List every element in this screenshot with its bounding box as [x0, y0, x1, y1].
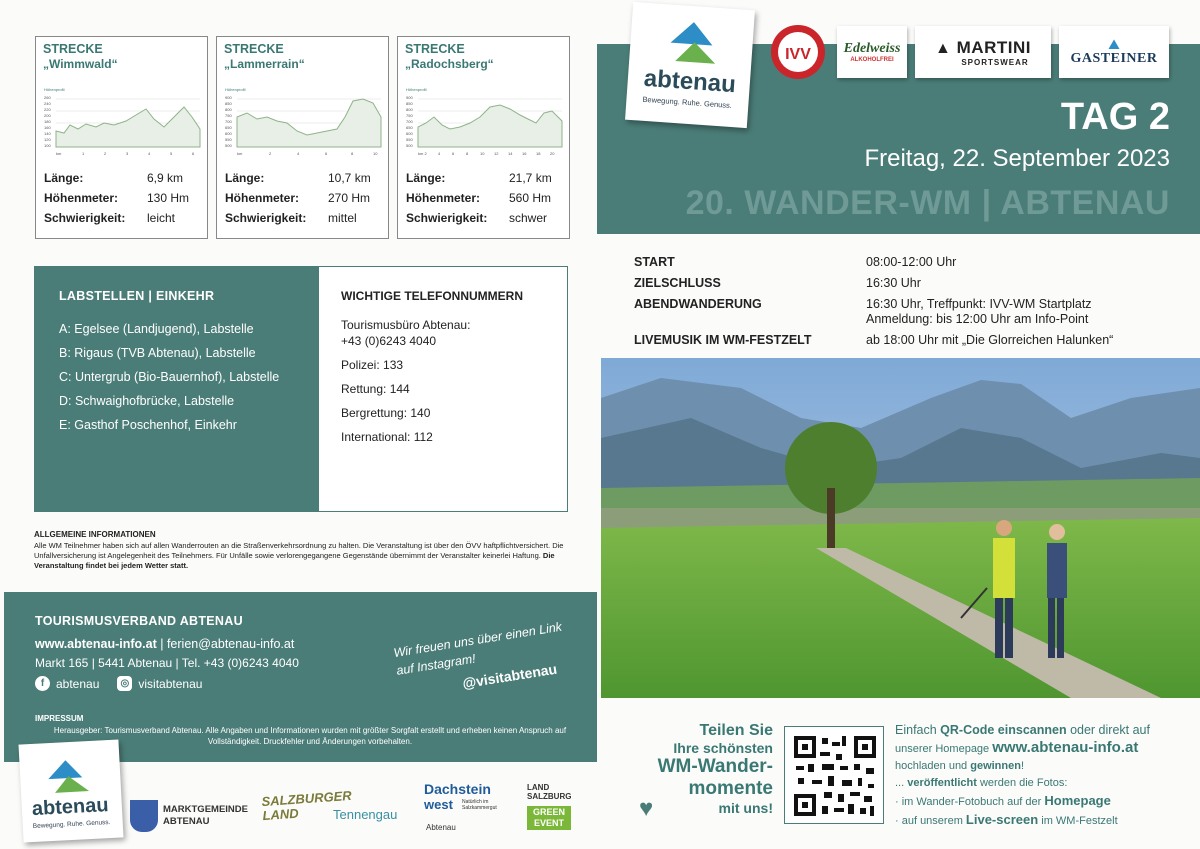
text-part: ! [1020, 760, 1025, 772]
gasteiner-mountain-icon: ⛰ [1108, 36, 1120, 52]
x-tick: 6 [192, 151, 195, 156]
stat-value: leicht [147, 211, 176, 225]
phone-item: Tourismusbüro Abtenau: [341, 318, 471, 332]
stat-key: Schwierigkeit: [44, 211, 126, 225]
x-tick: 18 [536, 151, 541, 156]
y-tick: 120 [44, 137, 51, 142]
schedule-key: START [634, 255, 675, 269]
x-tick: km [237, 151, 243, 156]
dachstein-logo: Dachstein [424, 781, 491, 797]
stat-value: 270 Hm [328, 191, 371, 205]
left-panel [0, 0, 597, 849]
stat-key: Länge: [225, 171, 265, 185]
text-part: im WM-Festzelt [1038, 815, 1118, 827]
dachstein-west: west [424, 797, 453, 812]
impressum-title: IMPRESSUM [35, 714, 84, 723]
x-tick: 16 [522, 151, 527, 156]
x-tick: 8 [466, 151, 469, 156]
route-header: STRECKE [43, 42, 103, 56]
share-line: Teilen Sie [699, 722, 773, 739]
gasteiner-logo [1059, 26, 1169, 78]
y-tick: 240 [44, 101, 51, 106]
stat-value: schwer [509, 211, 548, 225]
phones-panel [341, 267, 569, 453]
route-card-wimmwald [35, 36, 208, 239]
email-link[interactable]: | ferien@abtenau-info.at [156, 637, 295, 651]
y-tick: 900 [406, 95, 413, 100]
landscape-image [601, 358, 1200, 698]
route-name: „Lammerrain“ [224, 57, 305, 71]
stat-key: Höhenmeter: [225, 191, 300, 205]
x-tick: 14 [508, 151, 513, 156]
event-title: 20. WANDER-WM | ABTENAU [685, 184, 1170, 222]
x-tick: 12 [494, 151, 499, 156]
route-card-radochsberg [397, 36, 570, 239]
y-tick: 700 [406, 119, 413, 124]
right-panel [597, 0, 1200, 849]
share-text-line [895, 792, 1195, 811]
text-part: hochladen und [895, 760, 971, 772]
labstellen-title: LABSTELLEN | EINKEHR [59, 289, 215, 303]
list-item: A: Egelsee (Landjugend), Labstelle [59, 322, 254, 336]
general-info-bold: Die Veranstaltung findet bei jedem Wetter statt. [34, 551, 555, 570]
x-tick: 1 [82, 151, 85, 156]
text-part-bold: gewinnen [970, 760, 1021, 772]
y-tick: 800 [225, 107, 232, 112]
route-stats [225, 168, 371, 228]
y-tick: 180 [44, 119, 51, 124]
text-part: · auf unserem [895, 815, 966, 827]
share-line: WM-Wander- [657, 756, 773, 777]
y-tick: 260 [44, 95, 51, 100]
ivv-text: IVV [785, 46, 811, 63]
homepage-link[interactable]: www.abtenau-info.at [992, 739, 1139, 756]
route-name: „Wimmwald“ [43, 57, 118, 71]
list-item: C: Untergrub (Bio-Bauernhof), Labstelle [59, 370, 280, 384]
mountain-logo-icon [45, 757, 91, 795]
x-tick: km 2 [418, 151, 427, 156]
text-part: unserer Homepage [895, 743, 993, 755]
general-info [34, 530, 564, 571]
y-tick: 600 [225, 131, 232, 136]
y-tick: 140 [44, 131, 51, 136]
general-info-text: Alle WM Teilnehmer haben sich auf allen Wanderrouten an die Straßenverkehrsordnung zu halten. Die Veranstaltung ist über den ÖVV haftpflichtversichert. Die Unfallversicherung ist Angelegenheit des Teilnehmers. Für Unfälle sowie verlorengegangene Gegenstände übernimmt der Veranstalter keinerlei Haftung. [34, 541, 564, 560]
y-ticks [225, 95, 232, 148]
stat-value: 10,7 km [328, 171, 371, 185]
y-tick: 550 [225, 137, 232, 142]
x-tick: 4 [148, 151, 151, 156]
stat-key: Länge: [44, 171, 84, 185]
schedule-key: ABENDWANDERUNG [634, 297, 762, 311]
y-tick: 650 [225, 125, 232, 130]
stat-key: Schwierigkeit: [406, 211, 488, 225]
text-part-bold: veröffentlicht [907, 777, 977, 789]
martini-mountain-icon: ▲ [935, 39, 952, 57]
route-card-lammerrain [216, 36, 389, 239]
share-text-line [895, 775, 1195, 792]
green-event-logo: GREEN EVENT [527, 806, 571, 830]
profile-label: Höhenprofil [406, 87, 427, 92]
stat-value: 21,7 km [509, 171, 552, 185]
stat-value: 6,9 km [147, 171, 184, 185]
share-text-line [895, 758, 1195, 775]
event-date: Freitag, 22. September 2023 [864, 145, 1170, 172]
elevation-profile [223, 87, 383, 159]
instagram-callout: @visitabtenau [461, 660, 559, 692]
tourism-address: Markt 165 | 5441 Abtenau | Tel. +43 (0)6243 4040 [35, 656, 299, 670]
social-links [35, 676, 202, 691]
x-tick: 10 [373, 151, 378, 156]
y-tick: 500 [225, 143, 232, 148]
abtenau-logo [19, 739, 124, 842]
phone-item: Rettung: 144 [341, 382, 410, 396]
text-part-bold: Live-screen [965, 812, 1039, 827]
share-text-line [895, 811, 1195, 830]
share-text-line [895, 722, 1195, 739]
schedule-value: 16:30 Uhr, Treffpunkt: IVV-WM Startplatz [866, 297, 1092, 311]
stat-value: 560 Hm [509, 191, 552, 205]
instagram-handle[interactable]: visitabtenau [138, 676, 203, 691]
y-tick: 850 [225, 101, 232, 106]
logo-word: abtenau [643, 64, 737, 99]
share-line: Ihre schönsten [673, 740, 773, 756]
salzburger-land-logo: SALZBURGER LAND [261, 787, 353, 824]
list-item: E: Gasthof Poschenhof, Einkehr [59, 418, 237, 432]
phones-title: WICHTIGE TELEFONNUMMERN [341, 289, 523, 303]
profile-label: Höhenprofil [225, 87, 246, 92]
phone-item: Polizei: 133 [341, 358, 404, 372]
schedule-value: 08:00-12:00 Uhr [866, 255, 957, 269]
elevation-profile [404, 87, 564, 159]
text-part: · im Wander-Fotobuch auf der [895, 796, 1045, 808]
logo-word: abtenau [31, 794, 110, 821]
y-tick: 750 [225, 113, 232, 118]
logo-tagline: Bewegung. Ruhe. Genuss. [32, 818, 111, 831]
y-tick: 650 [406, 125, 413, 130]
tourism-title: TOURISMUSVERBAND ABTENAU [35, 614, 243, 628]
route-name: „Radochsberg“ [405, 57, 494, 71]
x-tick: 2 [104, 151, 107, 156]
stat-key: Höhenmeter: [406, 191, 481, 205]
schedule-key: LIVEMUSIK IM WM-FESTZELT [634, 333, 812, 347]
dachstein-sub: Natürlich im Salzkammergut [462, 799, 497, 811]
y-tick: 550 [406, 137, 413, 142]
facebook-handle[interactable]: abtenau [56, 676, 100, 691]
x-ticks [418, 151, 555, 156]
x-tick: 4 [297, 151, 300, 156]
stat-key: Länge: [406, 171, 446, 185]
phone-item: Bergrettung: 140 [341, 406, 431, 420]
stat-value: 130 Hm [147, 191, 190, 205]
text-part: ... [895, 777, 908, 789]
phone-item: +43 (0)6243 4040 [341, 334, 437, 348]
y-ticks [406, 95, 413, 148]
y-tick: 700 [225, 119, 232, 124]
x-tick: 10 [480, 151, 485, 156]
labstellen-panel [35, 267, 319, 511]
schedule-value: ab 18:00 Uhr mit „Die Glorreichen Halunken“ [866, 333, 1114, 347]
website-link[interactable]: www.abtenau-info.at [35, 637, 157, 651]
y-tick: 500 [406, 143, 413, 148]
list-item: D: Schwaighofbrücke, Labstelle [59, 394, 235, 408]
dachstein-abtenau: Abtenau [426, 823, 456, 832]
hiking-photo [601, 358, 1200, 698]
heart-icon: ♥ [639, 795, 654, 822]
x-tick: 3 [126, 151, 129, 156]
x-tick: 2 [269, 151, 272, 156]
impressum-text: Herausgeber: Tourismusverband Abtenau. Alle Angaben und Informationen wurden mit größter Sorgfalt erstellt und erheben keinen Anspruch auf Vollständigkeit. Druckfehler und Änderungen vorbehalten. [53, 726, 567, 746]
logo-tagline: Bewegung. Ruhe. Genuss. [642, 94, 733, 111]
tourism-box [4, 592, 597, 762]
y-tick: 160 [44, 125, 51, 130]
martini-sub: SPORTSWEAR [961, 57, 1029, 67]
route-header: STRECKE [224, 42, 284, 56]
instagram-message: Wir freuen uns über einen Link auf Instagram! [392, 619, 563, 678]
x-tick: 5 [170, 151, 173, 156]
elevation-profile [42, 87, 202, 159]
gasteiner-text: GASTEINER [1070, 51, 1158, 66]
stat-key: Höhenmeter: [44, 191, 119, 205]
text-part-bold: Homepage [1044, 793, 1111, 808]
y-tick: 850 [406, 101, 413, 106]
route-header: STRECKE [405, 42, 465, 56]
instagram-icon: ◎ [117, 676, 132, 691]
tennengau-logo: Tennengau [333, 807, 398, 822]
land-salzburg-logo: LAND SALZBURG [527, 783, 572, 801]
x-tick: 6 [325, 151, 328, 156]
x-ticks [237, 151, 378, 156]
edelweiss-text: Edelweiss [843, 41, 901, 56]
y-ticks [44, 95, 51, 148]
day-title: TAG 2 [1060, 96, 1170, 138]
share-line: momente [688, 778, 773, 799]
x-tick: 8 [351, 151, 354, 156]
y-tick: 800 [406, 107, 413, 112]
text-part: oder direkt auf [1066, 723, 1150, 737]
route-stats [44, 168, 189, 228]
share-line: mit uns! [718, 800, 773, 816]
y-tick: 600 [406, 131, 413, 136]
share-instructions [895, 722, 1195, 830]
schedule-key: ZIELSCHLUSS [634, 276, 721, 290]
martini-word: MARTINI [956, 37, 1031, 57]
x-tick: km [56, 151, 62, 156]
y-tick: 750 [406, 113, 413, 118]
mountain-logo-icon [667, 19, 720, 66]
y-tick: 220 [44, 107, 51, 112]
coat-of-arms-icon [130, 800, 158, 832]
martini-text [935, 38, 1031, 58]
gemeinde-label: MARKTGEMEINDE ABTENAU [163, 804, 248, 827]
text-part: Einfach [895, 723, 941, 737]
schedule-value: Anmeldung: bis 12:00 Uhr am Info-Point [866, 312, 1089, 326]
route-stats [406, 168, 552, 228]
qr-code[interactable] [784, 726, 884, 824]
y-tick: 200 [44, 113, 51, 118]
x-tick: 4 [438, 151, 441, 156]
x-tick: 20 [550, 151, 555, 156]
x-ticks [56, 151, 195, 156]
martini-logo [915, 26, 1051, 78]
text-part-bold: QR-Code einscannen [940, 723, 1067, 737]
qr-code-icon [786, 728, 884, 824]
tourism-contact [35, 637, 294, 651]
profile-label: Höhenprofil [44, 87, 65, 92]
y-tick: 900 [225, 95, 232, 100]
schedule-value: 16:30 Uhr [866, 276, 921, 290]
labstellen-list [35, 303, 319, 437]
text-part: werden die Fotos: [976, 777, 1068, 789]
edelweiss-logo [837, 26, 907, 78]
abtenau-logo [625, 2, 755, 128]
share-text-line [895, 739, 1195, 758]
labstellen-box [34, 266, 568, 512]
list-item: B: Rigaus (TVB Abtenau), Labstelle [59, 346, 256, 360]
y-tick: 100 [44, 143, 51, 148]
stat-value: mittel [328, 211, 357, 225]
ivv-logo [769, 24, 827, 80]
x-tick: 6 [452, 151, 455, 156]
phone-item: International: 112 [341, 430, 433, 444]
facebook-icon: f [35, 676, 50, 691]
edelweiss-sub: ALKOHOLFREI [850, 57, 894, 63]
general-info-title: ALLGEMEINE INFORMATIONEN [34, 530, 156, 539]
stat-key: Schwierigkeit: [225, 211, 307, 225]
